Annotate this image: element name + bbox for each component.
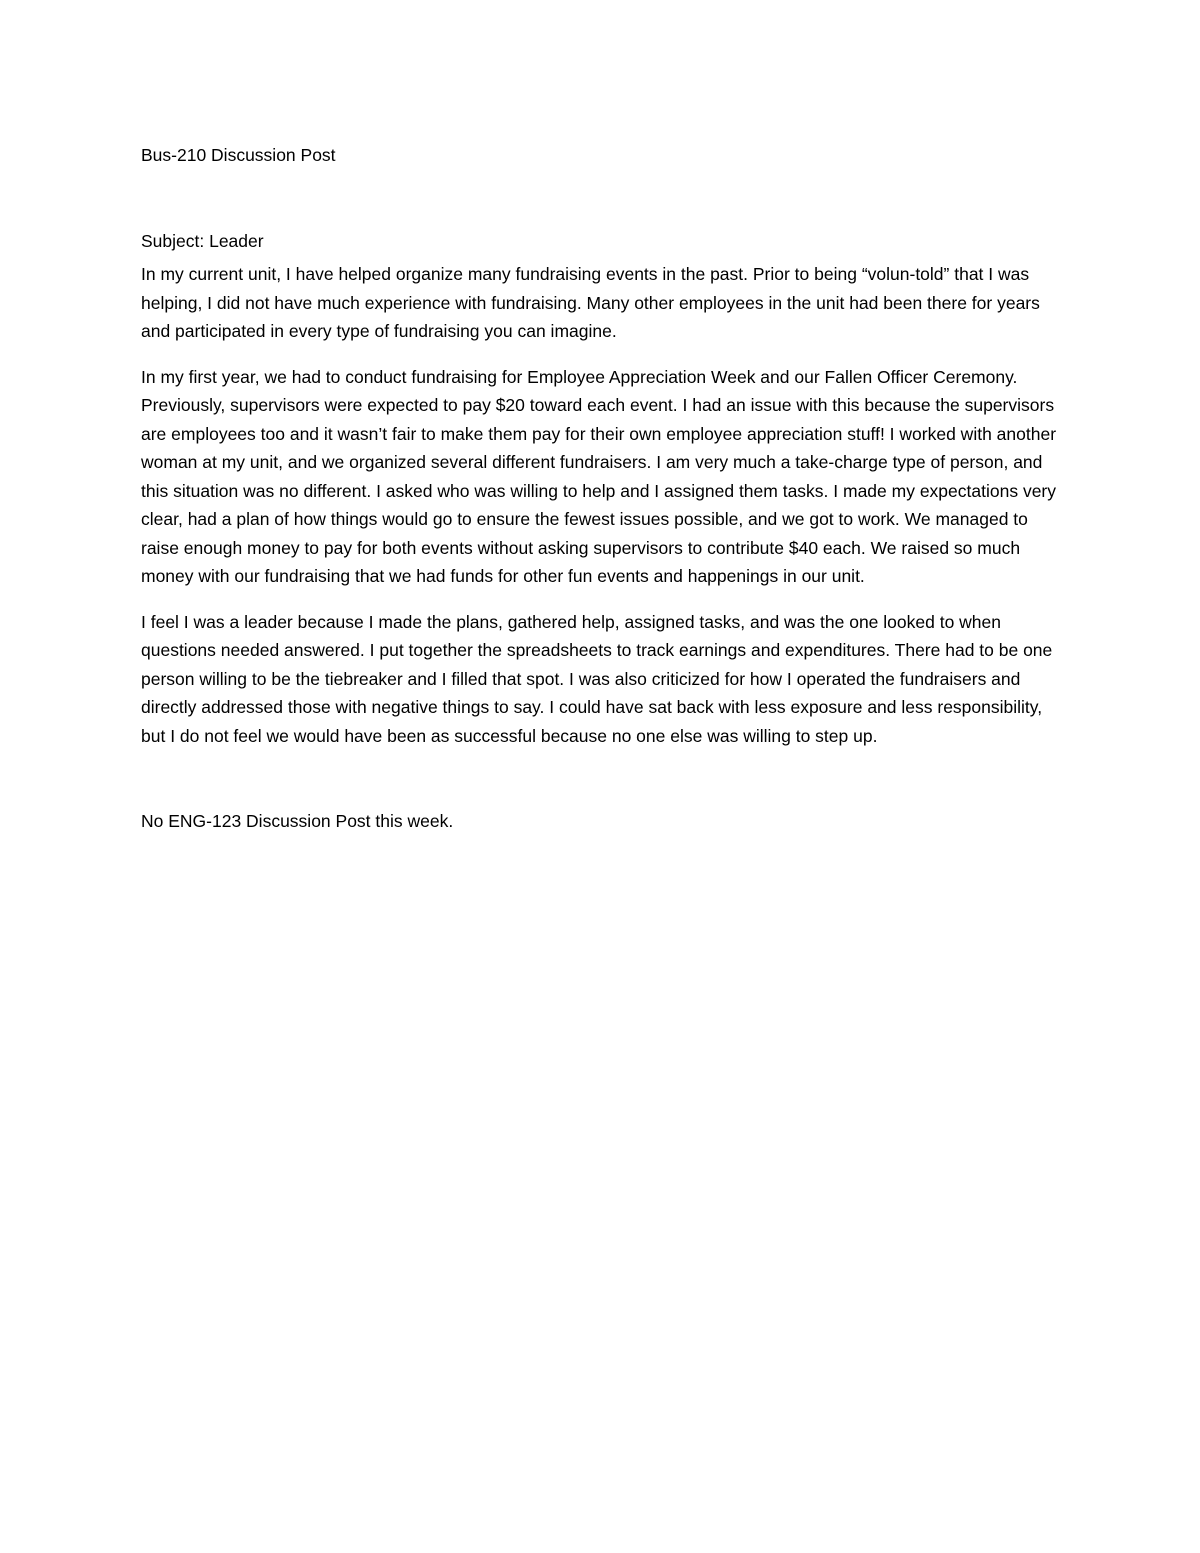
document-title: Bus-210 Discussion Post (141, 145, 336, 165)
subject-line: Subject: Leader (141, 230, 264, 251)
closing-note: No ENG-123 Discussion Post this week. (141, 811, 454, 831)
paragraph-first-year: In my first year, we had to conduct fundraising for Employee Appreciation Week and our Fallen Officer Ceremony. Previously, supervisors were expected to pay $20 toward each event. I had an issue with this because the supervisors are employees too and it wasn’t fair to make them pay for their own employee appreciation stuff! I worked with another woman at my unit, and we organized several different fundraisers. I am very much a take-charge type of person, and this situation was no different. I asked who was willing to help and I assigned them tasks. I made my expectations very clear, had a plan of how things would go to ensure the fewest issues possible, and we got to work. We managed to raise enough money to pay for both events without asking supervisors to contribute $40 each. We raised so much money with our fundraising that we had funds for other fun events and happenings in our unit. (141, 366, 1057, 586)
paragraph-intro: In my current unit, I have helped organize many fundraising events in the past. Prior to being “volun-told” that I was helping, I did not have much experience with fundraising. Many other employees in the unit had been there for years and participated in every type of fundraising you can imagine. (141, 264, 1040, 341)
document-body (141, 141, 1061, 836)
paragraph-leadership: I feel I was a leader because I made the plans, gathered help, assigned tasks, and was the one looked to when questions needed answered. I put together the spreadsheets to track earnings and expenditures. There had to be one person willing to be the tiebreaker and I filled that spot. I was also criticized for how I operated the fundraisers and directly addressed those with negative things to say. I could have sat back with less exposure and less responsibility, but I do not feel we would have been as successful because no one else was willing to step up. (141, 611, 1053, 746)
